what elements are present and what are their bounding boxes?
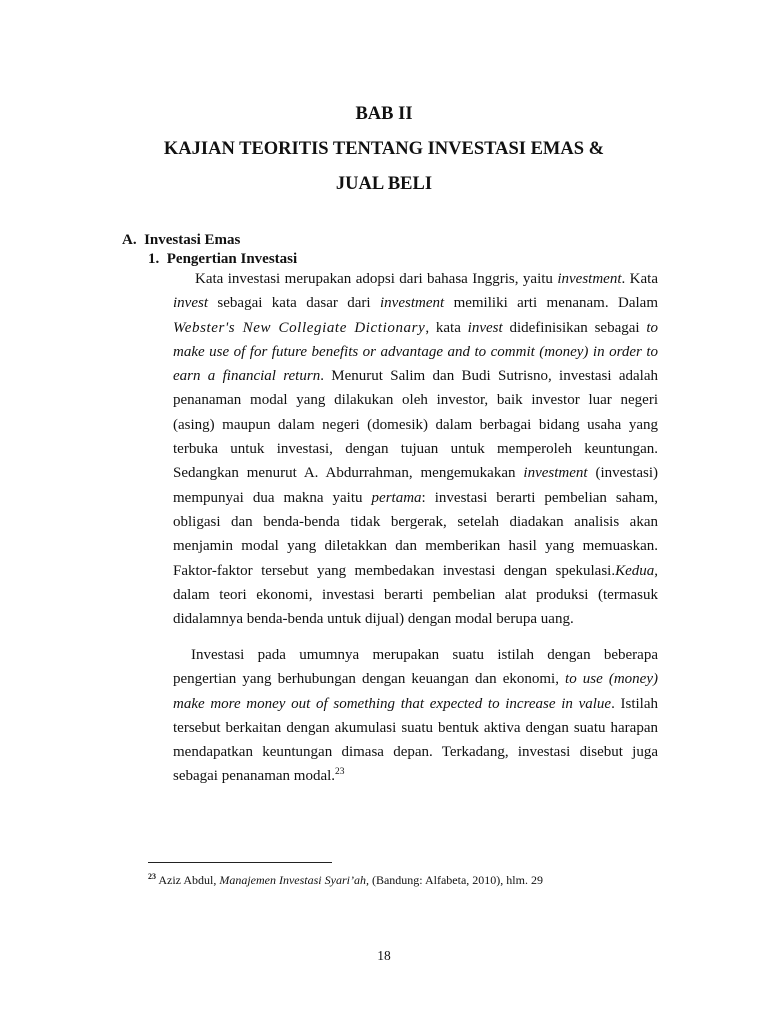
text-run: sebagai kata dasar dari [208, 295, 380, 312]
text-run: , kata [425, 319, 468, 336]
definition-quote: to use (money) make more money out of something that expected to increase in value [173, 671, 658, 712]
italic-term: investment [523, 465, 588, 482]
subsection-heading: 1. Pengertian Investasi [148, 251, 298, 267]
text-run: . Menurut Salim dan Budi Sutrisno, investasi adalah penanaman modal yang dilakukan oleh investor, baik investor luar negeri (asing) maupun dalam negeri (domesik) dalam berbagai bidang usaha yang terbuka untuk investasi, dengan tujuan untuk memperoleh keuntungan. Sedangkan menurut A. Abdurrahman, mengemukakan [173, 368, 658, 482]
section-heading: A. Investasi Emas [122, 232, 241, 248]
text-run: . Istilah tersebut berkaitan dengan akumulasi suatu bentuk aktiva dengan suatu harapan mendapatkan keuntungan dimasa depan. Terkadang, investasi disebut juga sebagai penanaman modal. [173, 695, 658, 785]
footnote [148, 873, 543, 888]
body-paragraph-1 [173, 267, 658, 631]
footnote-reference[interactable]: 23 [335, 767, 345, 778]
body-paragraph-2 [173, 643, 658, 789]
footnote-book-title: Manajemen Investasi Syari’ah, [219, 873, 369, 887]
dictionary-title: Webster's New Collegiate Dictionary [173, 319, 426, 336]
italic-term: pertama [371, 489, 422, 506]
footnote-divider [148, 862, 332, 863]
text-run: didefinisikan sebagai [502, 319, 647, 336]
text-run: Kata investasi merupakan adopsi dari bahasa Inggris, yaitu [195, 271, 558, 287]
text-run: memiliki arti menanam. Dalam [444, 295, 658, 312]
footnote-number: 23 [148, 872, 156, 881]
chapter-title-line-2: JUAL BELI [335, 174, 433, 194]
text-run: (investasi) mempunyai dua makna yaitu [173, 465, 658, 506]
italic-term: invest [173, 295, 208, 312]
italic-term: invest [467, 319, 503, 336]
text-run: : investasi berarti pembelian saham, obligasi dan benda-benda tidak bergerak, setelah diadakan analisis akan menjamin modal yang diletakkan dan memberikan hasil yang memuaskan. Faktor-faktor tersebut yang membedakan investasi dengan spekulasi. [173, 489, 658, 579]
definition-quote: to make use of for future benefits or advantage and to commit (money) in order to earn a financial return [173, 319, 659, 385]
italic-term: investment [380, 295, 445, 312]
page-number: 18 [377, 948, 391, 963]
footnote-publication: (Bandung: Alfabeta, 2010), hlm. 29 [368, 873, 543, 887]
italic-term: investment [557, 271, 622, 287]
chapter-title-line-1: KAJIAN TEORITIS TENTANG INVESTASI EMAS & [163, 139, 605, 159]
footnote-author: Aziz Abdul, [156, 873, 220, 887]
chapter-heading: BAB II [355, 104, 413, 124]
text-run: . Kata [621, 271, 658, 287]
text-run: Investasi pada umumnya merupakan suatu istilah dengan beberapa pengertian yang berhubungan dengan keuangan dan ekonomi, [173, 647, 658, 688]
text-run: , dalam teori ekonomi, investasi berarti pembelian alat produksi (termasuk didalamnya benda-benda untuk dijual) dengan modal berupa uang. [173, 562, 658, 628]
italic-term: Kedua [615, 562, 655, 579]
